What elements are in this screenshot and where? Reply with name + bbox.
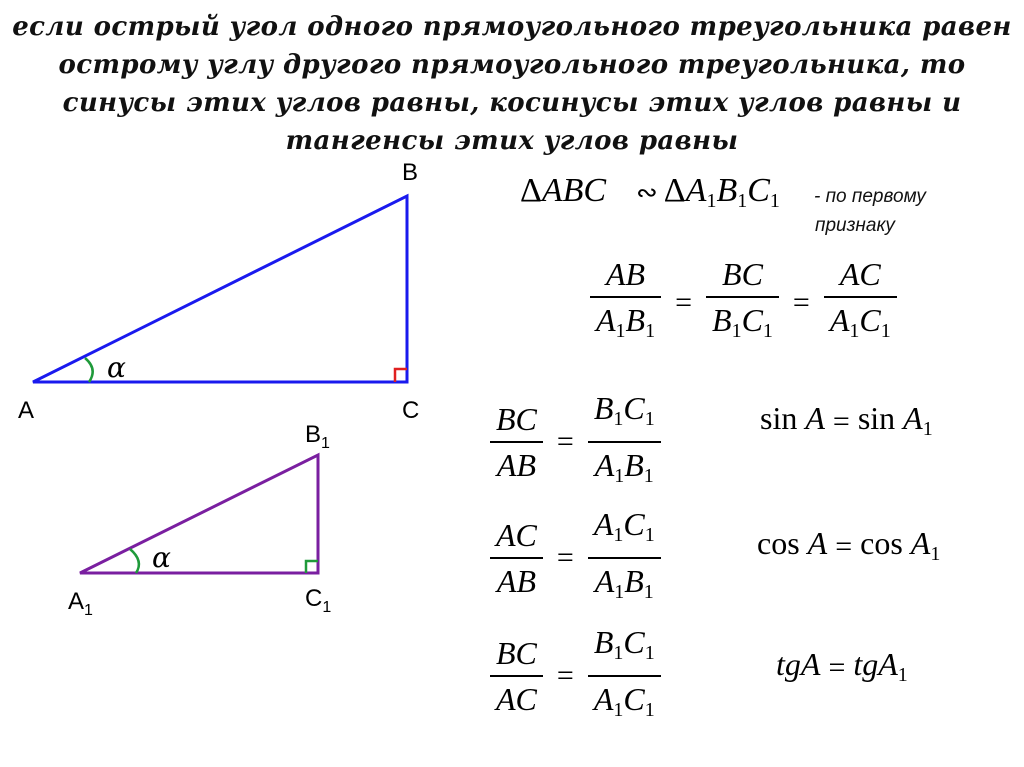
right-angle-c-mark [395, 369, 407, 382]
angle-a1-arc [130, 549, 139, 573]
cos-equality: cos A = cos A1 [757, 525, 941, 565]
vertex-b1-label: $B_1$ [305, 421, 330, 452]
similar-symbol: ∾ [636, 178, 658, 207]
side-proportion: $\frac{AB}{A1B1}$ = $\frac{BC}{B1C1}$ = $\frac{AC}{A1C1}$ [590, 252, 897, 353]
alpha-label-2: α [152, 541, 171, 574]
statement-line-4: тангенсы этих углов равны [285, 126, 739, 156]
similarity-rhs: ∾ ΔA1B1C1 [636, 172, 780, 212]
vertex-c-label: C [402, 397, 420, 424]
vertex-c1-label: $C_1$ [305, 585, 332, 616]
alpha-label-1: α [107, 351, 126, 384]
statement-line-1: если острый угол одного прямоугольного треугольника равен [12, 12, 1012, 42]
similarity-note-line-2: признаку [815, 215, 895, 236]
triangle-a1b1c1 [80, 455, 318, 573]
triangle-abc [33, 196, 407, 382]
delta-symbol: Δ [520, 172, 542, 209]
sin-equality: sin A = sin A1 [760, 400, 933, 440]
angle-a-arc [85, 358, 93, 382]
statement-line-2: острому углу другого прямоугольного треугольника, то [58, 50, 966, 80]
fraction-ac: $\frac{AC}{A1C1}$ [824, 252, 897, 353]
similarity-statement [520, 172, 606, 210]
tg-ratio: $\frac{BC}{AC}$ = $\frac{B1C1}{A1C1}$ [490, 620, 661, 732]
vertex-a-label: A [18, 397, 35, 424]
triangle-abc-name: ABC [541, 172, 607, 209]
fraction-bc: $\frac{BC}{B1C1}$ [706, 252, 779, 353]
right-angle-c1-mark [306, 561, 318, 573]
vertex-a1-label: $A_1$ [68, 588, 93, 619]
vertex-b-label: B [402, 159, 419, 186]
statement-line-3: синусы этих углов равны, косинусы этих углов равны и [62, 88, 962, 118]
similarity-note-line-1: - по первому [814, 186, 926, 207]
sin-ratio: $\frac{BC}{AB}$ = $\frac{B1C1}{A1B1}$ [490, 386, 661, 498]
fraction-ab: $\frac{AB}{A1B1}$ [590, 252, 661, 353]
cos-ratio: $\frac{AC}{AB}$ = $\frac{A1C1}{A1B1}$ [490, 502, 661, 614]
tg-equality: tgA = tgA1 [776, 646, 908, 686]
